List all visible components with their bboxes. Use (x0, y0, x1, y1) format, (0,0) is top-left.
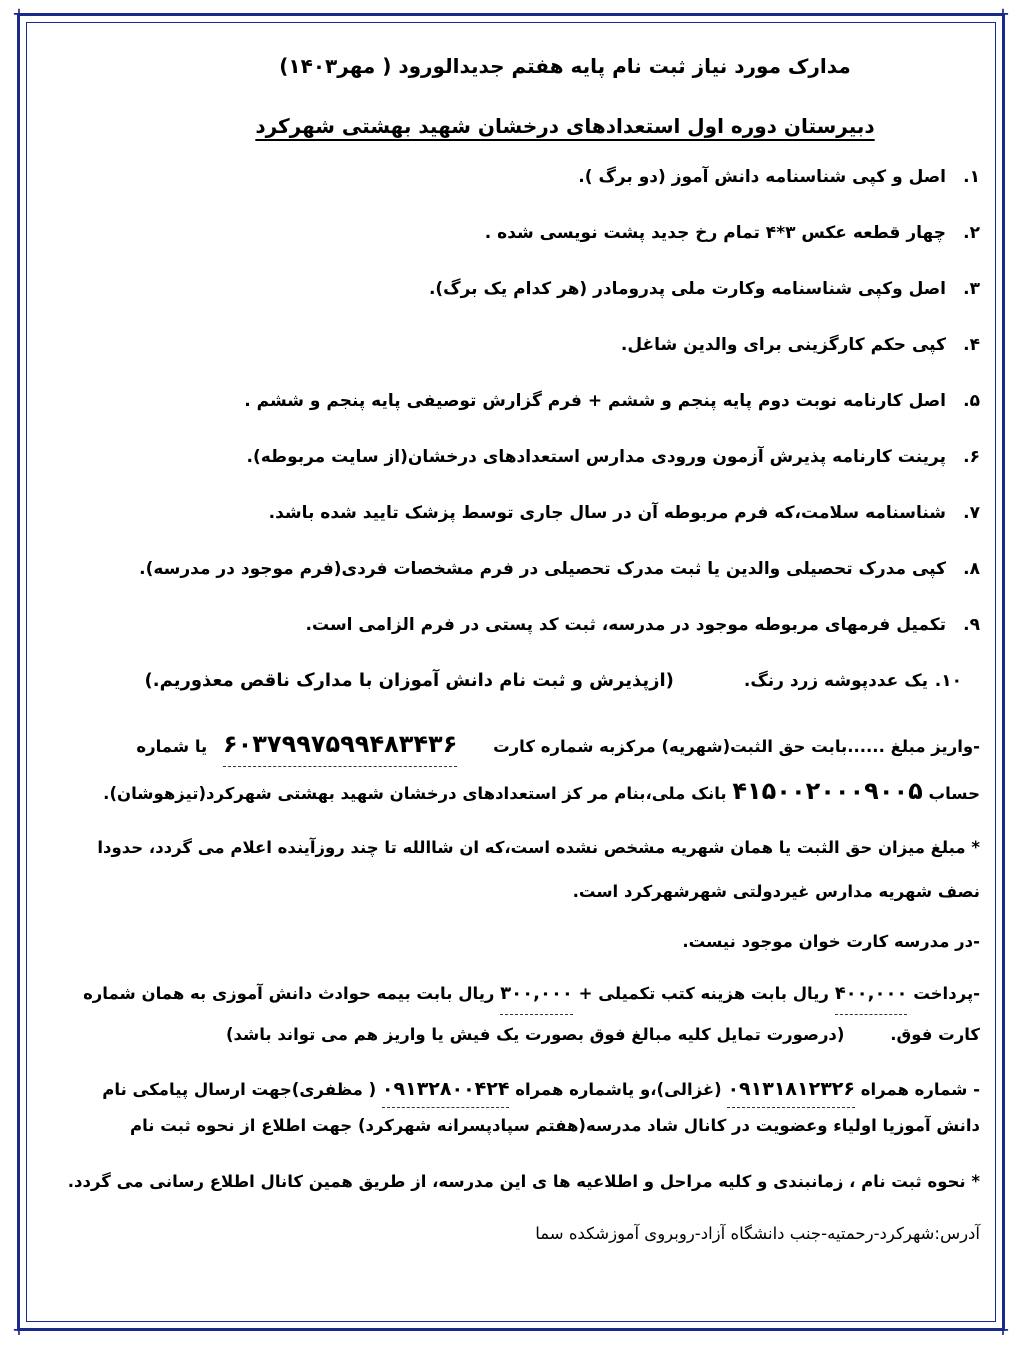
address: آدرس:شهرکرد-رحمتیه-جنب دانشگاه آزاد-روبروی آموزشکده سما (535, 1224, 980, 1243)
list-item (50, 442, 980, 498)
item-text: اصل کارنامه نوبت دوم پایه پنجم و ششم + فرم گزارش توصیفی پایه پنجم و ششم . (244, 391, 946, 411)
item-text: یک عددپوشه زرد رنگ. (743, 671, 928, 691)
list-item (50, 386, 980, 442)
schedule-note: * نحوه ثبت نام ، زمانبندی و کلیه مراحل و اطلاعیه ها ی این مدرسه، از طریق همین کانال اطلاع رسانی می گردد. (67, 1172, 980, 1191)
list-item (50, 554, 980, 610)
list-item (50, 498, 980, 554)
books-amount: ۴۰۰,۰۰۰ (835, 974, 908, 1015)
list-item (50, 218, 980, 274)
payment-line-2 (50, 769, 980, 816)
corner-ornament-top-right: ✛ (997, 7, 1009, 23)
payment-text: (درصورت تمایل کلیه مبالغ فوق بصورت یک فیش یا واریز هم می تواند باشد) (225, 1025, 845, 1044)
account-number: ۴۱۵۰۰۲۰۰۰۹۰۰۵ (732, 777, 923, 805)
payment-text: بانک ملی،بنام مر کز استعدادهای درخشان شهید بهشتی شهرکرد(تیزهوشان). (103, 784, 727, 803)
item-text: شناسنامه سلامت،که فرم مربوطه آن در سال جاری توسط پزشک تایید شده باشد. (268, 503, 946, 523)
item-number: ۵. (963, 391, 980, 411)
insurance-amount: ۳۰۰,۰۰۰ (500, 974, 573, 1015)
payment-extra-note (50, 974, 980, 1055)
item-number: ۷. (963, 503, 980, 523)
item-text: کپی مدرک تحصیلی والدین یا ثبت مدرک تحصیلی در فرم مشخصات فردی(فرم موجود در مدرسه). (139, 559, 946, 579)
item-text: کپی حکم کارگزینی برای والدین شاغل. (620, 335, 946, 355)
payment-text: -پرداخت (913, 984, 980, 1003)
payment-text: -واریز مبلغ ......بابت حق الثبت(شهریه) مرکزبه شماره کارت (493, 737, 980, 756)
payment-text: ریال بابت بیمه حوادث دانش آموزی به همان شماره کارت فوق. (83, 984, 980, 1044)
item-number: ۹. (963, 615, 980, 635)
list-item (50, 610, 980, 666)
fee-note: * مبلغ میزان حق الثبت یا همان شهریه مشخص نشده است،که ان شاالله تا چند روزآینده اعلام می گردد، حدودا نصف شهریه مدارس غیردولتی شهرشهرکرد است. (97, 838, 980, 901)
incomplete-documents-warning: (ازپذیرش و ثبت نام دانش آموزان با مدارک ناقص معذوریم.) (144, 670, 674, 691)
document-body (50, 40, 980, 1256)
card-number: ۶۰۳۷۹۹۷۵۹۹۴۸۳۴۳۶ (223, 722, 457, 767)
school-name: دبیرستان دوره اول استعدادهای درخشان شهید بهشتی شهرکرد (255, 114, 875, 138)
payment-text: حساب (928, 784, 980, 803)
payment-text: یا شماره (136, 737, 208, 756)
list-item (50, 666, 980, 722)
card-reader-note: -در مدرسه کارت خوان موجود نیست. (682, 932, 980, 951)
corner-ornament-bottom-left: ✛ (13, 1323, 25, 1339)
list-item (50, 274, 980, 330)
item-number: ۱. (963, 167, 980, 187)
list-item (50, 162, 980, 218)
payment-text: ریال بابت هزینه کتب تکمیلی + (578, 984, 829, 1003)
item-number: ۴. (963, 335, 980, 355)
phone-note (50, 1071, 980, 1144)
corner-ornament-top-left: ✛ (13, 7, 25, 23)
item-text: اصل وکپی شناسنامه وکارت ملی پدرومادر (هر کدام یک برگ). (428, 279, 946, 299)
item-number: ۲. (963, 223, 980, 243)
item-number: ۶. (963, 447, 980, 467)
phone-text: - شماره همراه (860, 1080, 980, 1099)
phone-number-1: ۰۹۱۳۱۸۱۲۳۲۶ (727, 1071, 855, 1108)
item-number: ۳. (963, 279, 980, 299)
phone-text: (غزالی)،و یاشماره همراه (515, 1080, 722, 1099)
item-text: چهار قطعه عکس ۳*۴ تمام رخ جدید پشت نویسی شده . (484, 223, 946, 243)
payment-line-1 (50, 722, 980, 769)
corner-ornament-bottom-right: ✛ (997, 1323, 1009, 1339)
phone-text: ( مظفری)جهت ارسال پیامکی نام دانش آموزیا اولیاء وعضویت در کانال شاد مدرسه(هفتم سپادپسرانه شهرکرد) جهت اطلاع از نحوه ثبت نام (102, 1080, 980, 1135)
item-text: پرینت کارنامه پذیرش آزمون ورودی مدارس استعدادهای درخشان(از سایت مربوطه). (246, 447, 946, 467)
list-item (50, 330, 980, 386)
phone-number-2: ۰۹۱۳۲۸۰۰۴۲۴ (382, 1071, 510, 1108)
item-number: ۱۰. (934, 671, 962, 691)
page-title: مدارک مورد نیاز ثبت نام پایه هفتم جدیدالورود ( مهر۱۴۰۳) (279, 54, 851, 78)
item-text: تکمیل فرمهای مربوطه موجود در مدرسه، ثبت کد پستی در فرم الزامی است. (305, 615, 946, 635)
item-number: ۸. (963, 559, 980, 579)
item-text: اصل و کپی شناسنامه دانش آموز (دو برگ ). (578, 167, 946, 187)
